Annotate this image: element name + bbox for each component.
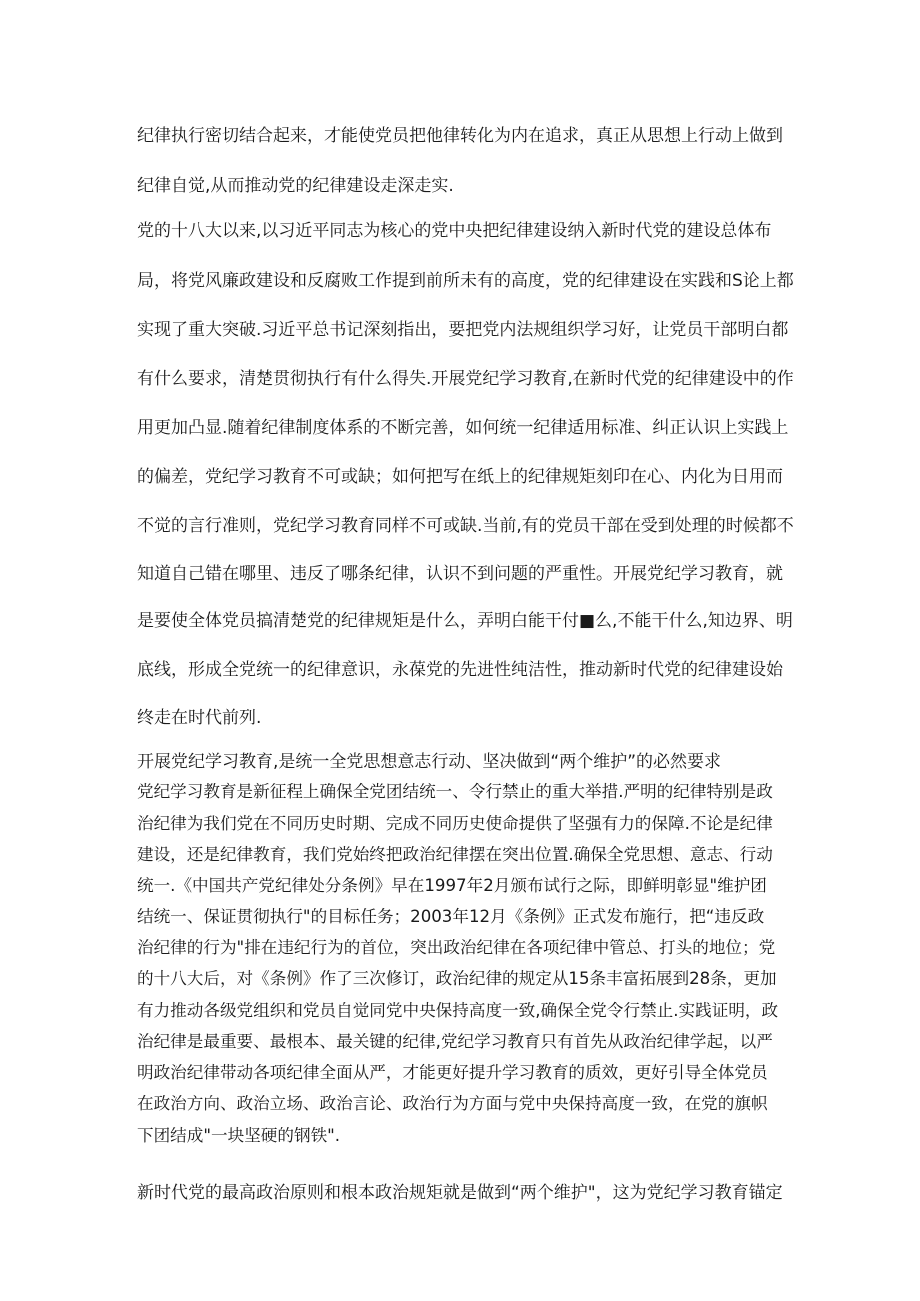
text-line: 底线，形成全党统一的纪律意识，永葆党的先进性纯洁性，推动新时代党的纪律建设始 <box>137 660 783 680</box>
text-line: 有力推动各级党组织和党员自觉同党中央保持高度一致,确保全党令行禁止.实践证明，政 <box>137 1001 779 1020</box>
text-line: 是要使全体党员搞清楚党的纪律规矩是什么，弄明白能干付■么,不能干什么,知边界、明 <box>137 611 793 631</box>
text-line: 在政治方向、政治立场、政治言论、政治行为方面与党中央保持高度一致，在党的旗帜 <box>137 1094 768 1113</box>
text-line: 新时代党的最高政治原则和根本政治规矩就是做到“两个维护"，这为党纪学习教育锚定 <box>137 1183 783 1203</box>
text-line: 统一.《中国共产党纪律处分条例》早在1997年2月颁布试行之际，即鲜明彰显"维护团 <box>137 876 767 895</box>
text-line: 的十八大后，对《条例》作了三次修订，政治纪律的规定从15条丰富拓展到28条，更加 <box>137 969 777 988</box>
text-line: 的偏差，党纪学习教育不可或缺；如何把写在纸上的纪律规矩刻印在心、内化为日用而 <box>137 467 783 487</box>
text-line: 明政治纪律带动各项纪律全面从严，才能更好提升学习教育的质效，更好引导全体党员 <box>137 1063 768 1082</box>
text-line: 党的十八大以来,以习近平同志为核心的党中央把纪律建设纳入新时代党的建设总体布 <box>137 221 772 241</box>
text-line: 局，将党风廉政建设和反腐败工作提到前所未有的高度，党的纪律建设在实践和S论上都 <box>137 271 794 291</box>
text-line: 知道自己错在哪里、违反了哪条纪律，认识不到问题的严重性。开展党纪学习教育，就 <box>137 564 783 584</box>
text-line: 实现了重大突破.习近平总书记深刻指出，要把党内法规组织学习好，让党员干部明白都 <box>137 320 789 340</box>
text-line: 党纪学习教育是新征程上确保全党团结统一、令行禁止的重大举措.严明的纪律特别是政 <box>137 782 773 801</box>
text-line: 治纪律为我们党在不同历史时期、完成不同历史使命提供了坚强有力的保障.不论是纪律 <box>137 814 773 833</box>
text-line: 下团结成"一块坚硬的钢铁". <box>137 1126 341 1145</box>
text-line: 不觉的言行准则，党纪学习教育同样不可或缺.当前,有的党员干部在受到处理的时候都不 <box>137 516 794 536</box>
section-heading: 开展党纪学习教育,是统一全党思想意志行动、坚决做到“两个维护”的必然要求 <box>137 752 722 772</box>
text-line: 终走在时代前列. <box>137 708 262 728</box>
text-line: 治纪律是最重要、最根本、最关键的纪律,党纪学习教育只有首先从政治纪律学起，以严 <box>137 1032 773 1051</box>
text-line: 治纪律的行为"排在违纪行为的首位，突出政治纪律在各项纪律中管总、打头的地位；党 <box>137 938 776 957</box>
text-line: 纪律执行密切结合起来，才能使党员把他律转化为内在追求，真正从思想上行动上做到 <box>137 126 783 146</box>
text-line: 结统一、保证贯彻执行"的目标任务；2003年12月《条例》正式发布施行，把“违反政 <box>137 907 765 926</box>
text-line: 用更加凸显.随着纪律制度体系的不断完善，如何统一纪律适用标准、纠正认识上实践上 <box>137 418 789 438</box>
text-line: 建设，还是纪律教育，我们党始终把政治纪律摆在突出位置.确保全党思想、意志、行动 <box>137 845 773 864</box>
text-line: 有什么要求，清楚贯彻执行有什么得失.开展党纪学习教育,在新时代党的纪律建设中的作 <box>137 369 794 389</box>
text-line: 纪律自觉,从而推动党的纪律建设走深走实. <box>137 176 454 196</box>
